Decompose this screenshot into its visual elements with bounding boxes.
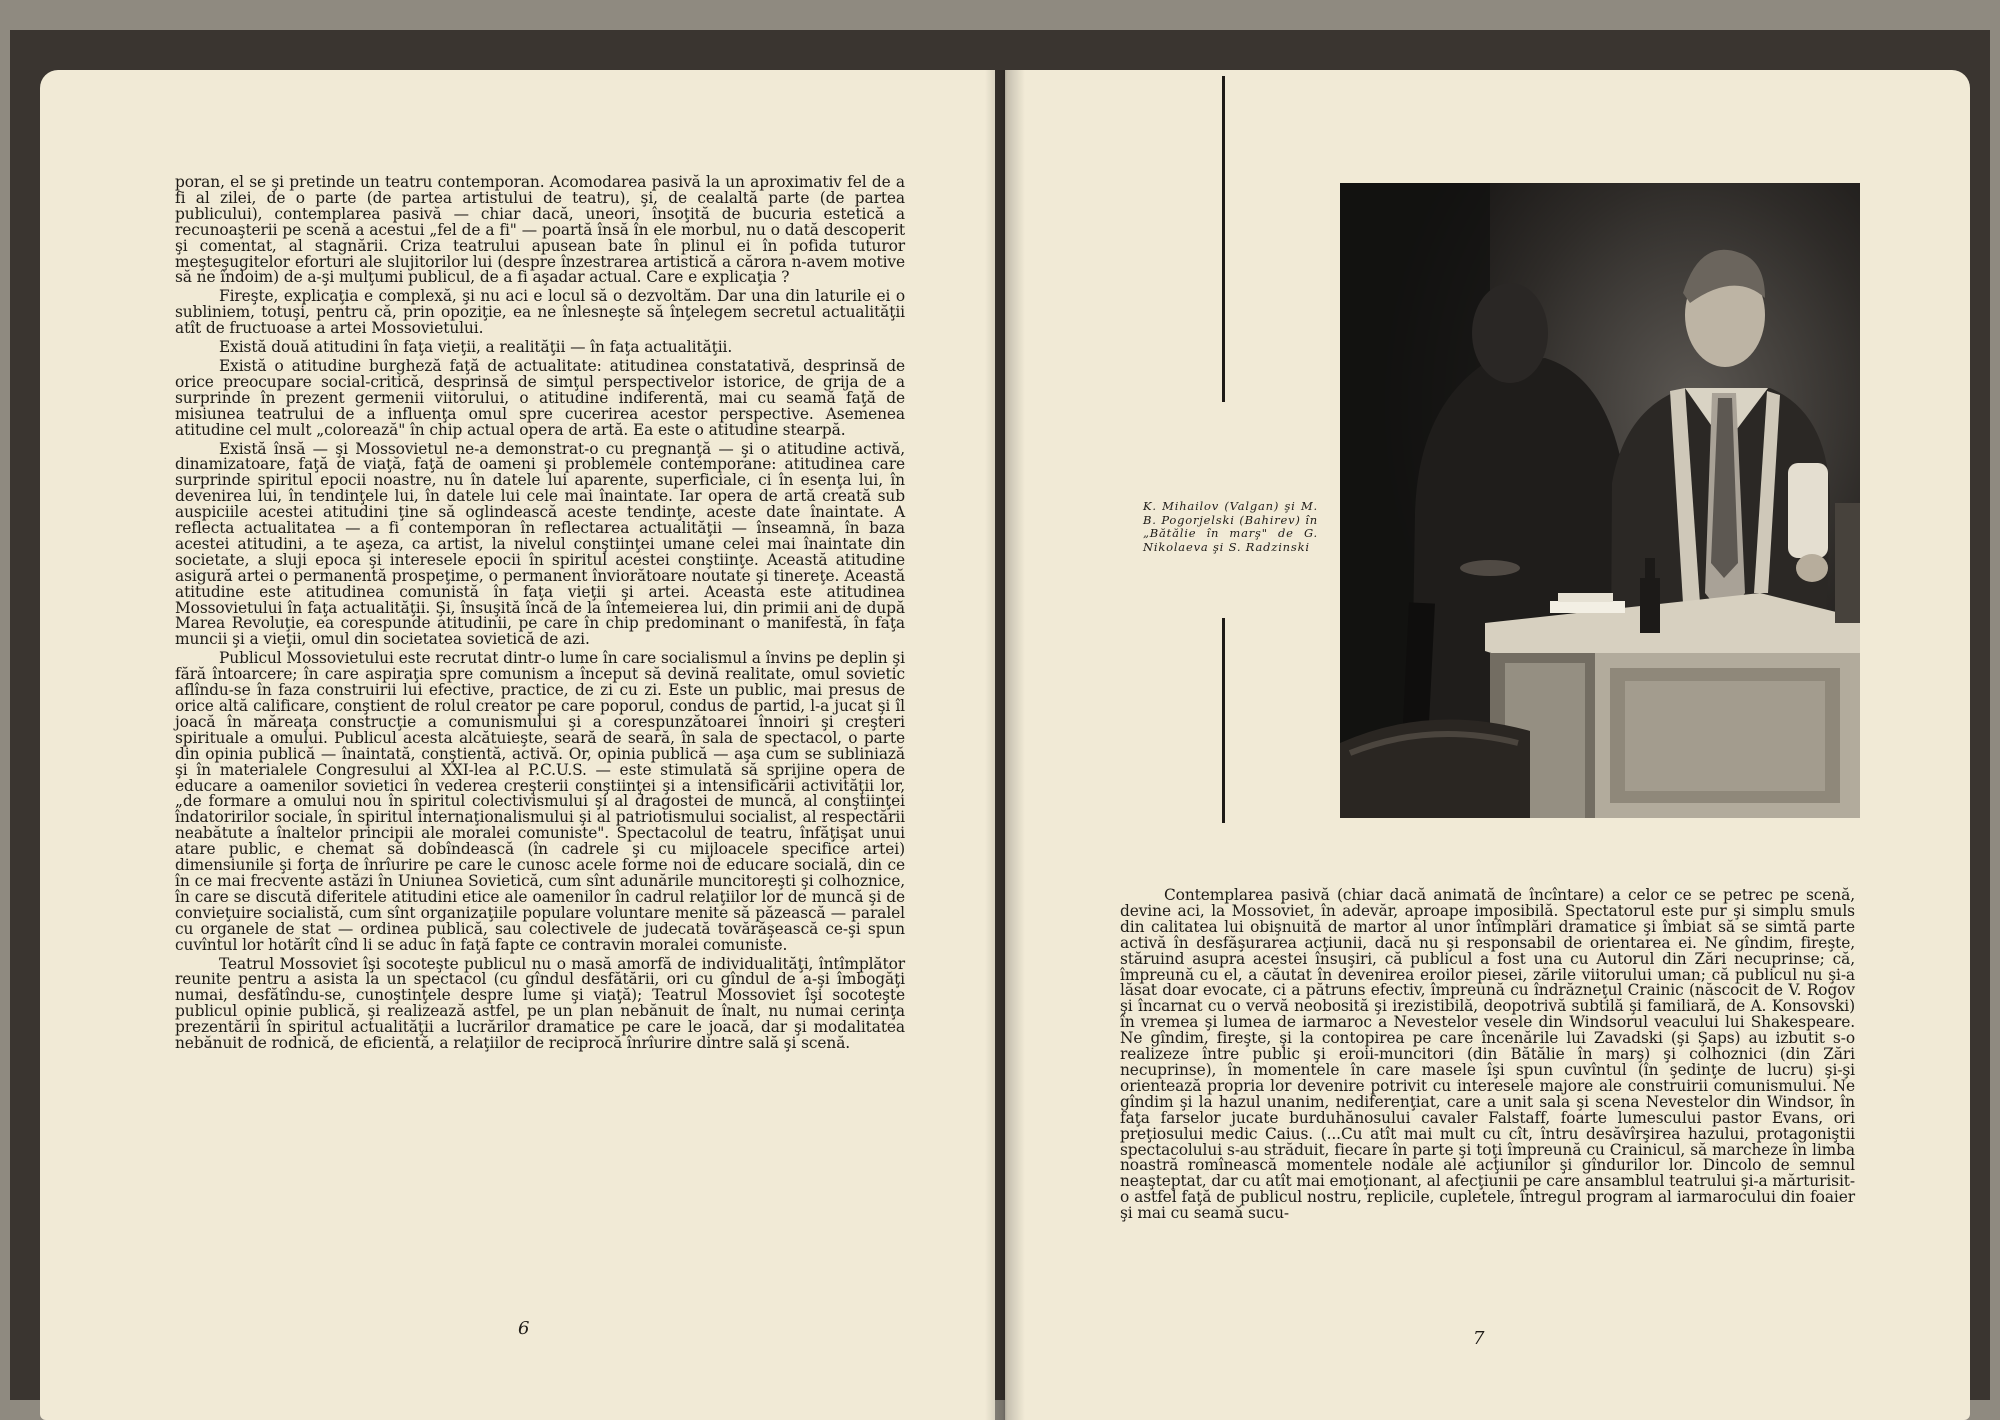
right-page — [1005, 70, 1970, 1420]
book-spread — [10, 30, 1990, 1400]
stage-photo — [1340, 183, 1860, 818]
left-page — [40, 70, 995, 1420]
vertical-rule-bottom — [1222, 618, 1225, 823]
left-text-column — [175, 175, 905, 1355]
paragraph: Există însă — şi Mossovietul ne-a demonstrat-o cu pregnanţă — şi o atitudine activă, dinamizatoare, faţă de viaţă, faţă de oameni şi problemele contemporane: atitudinea care surprinde spiritul epocii noastre, nu în datele lui aparente, superficiale, ci în esenţa lui, în devenirea lui, în tendinţele lui, în datele lui cele mai înaintate. Iar opera de artă creată sub auspiciile acestei atitudini ţine să oglindească aceste tendinţe, aceste date înaintate. A reflecta actualitatea — a fi contemporan în reflectarea actualităţii — înseamnă, în baza acestei atitudini, a te aşeza, ca artist, la nivelul conştiinţei umane celei mai înaintate din societate, a sluji epoca şi interesele epocii în spiritul acestei conştiinţe. Această atitudine asigură artei o permanentă prospeţime, o permanent înviorătoare noutate şi tinereţe. Această atitudine este atitudinea comunistă în faţa vieţii şi artei. Aceasta este atitudinea Mossovietului în faţa actualităţii. Şi, însuşită încă de la întemeierea lui, din primii ani de după Marea Revoluţie, ea corespunde atitudinii, pe care în chip predominant o manifestă, în faţa muncii şi a vieţii, omul din societatea sovietică de azi. — [175, 439, 905, 649]
photo-caption: K. Mihailov (Valgan) şi M. B. Pogorjelski (Bahirev) în „Bătălie în marş" de G. Nikolaeva şi S. Radzinski — [1143, 499, 1318, 554]
paragraph: Publicul Mossovietului este recrutat dintr-o lume în care socialismul a învins pe deplin şi fără întoarcere; în care aspiraţia spre comunism a început să devină realitate, omul sovietic aflîndu-se în faza construirii lui efective, practice, de zi cu zi. Este un public, mai presus de orice altă calificare, conştient de rolul creator pe care poporul, condus de partid, l-a jucat şi îl joacă în măreaţa construcţie a comunismului şi a corespunzătoarei înnoiri şi creşteri spirituale a omului. Publicul acesta alcătuieşte, seară de seară, în sala de spectacol, o parte din opinia publică — înaintată, conştientă, activă. Or, opinia publică — aşa cum se subliniază şi în materialele Congresului al XXI-lea al P.C.U.S. — este stimulată să sprijine opera de educare a oamenilor sovietici în vederea creşterii conştiinţei şi a intensificării activităţii lor, „de formare a omului nou în spiritul colectivismului şi al dragostei de muncă, al conştiinţei îndatoririlor sociale, în spiritul internaţionalismului şi al patriotismului socialist, al respectării neabătute a înaltelor principii ale moralei comuniste". Spectacolul de teatru, înfăţişat unui atare public, e chemat să dobîndească (în cadrele şi cu mijloacele specifice artei) dimensiunile şi forţa de înrîurire pe care le cunosc acele forme noi de educare socială, din ce în ce mai frecvente astăzi în Uniunea Sovietică, cum sînt adunările muncitoreşti şi colhoznice, în care se discută diferitele atitudini etice ale oamenilor în cadrul relaţiilor lor de muncă şi de convieţuire socialistă, cum sînt organizaţiile populare voluntare menite să păzească — paralel cu organele de stat — ordinea publică, sau colectivele de judecată tovărăşească ce-şi spun cuvîntul lor hotărît cînd li se aduc în faţă fapte ce contravin moralei comuniste. — [175, 649, 905, 954]
paragraph: Teatrul Mossoviet îşi socoteşte publicul nu o masă amorfă de individualităţi, întîmplător reunite pentru a asista la un spectacol (cu gîndul desfătării, ori cu gîndul de a-şi îmbogăţi numai, desfătîndu-se, cunoştinţele despre lume şi viaţă); Teatrul Mossoviet îşi socoteşte publicul opinie publică, şi realizează astfel, pe un plan nebănuit de înalt, nu numai cerinţa prezentării în spiritul actualităţii a lucrărilor dramatice pe care le joacă, dar şi modalitatea nebănuit de rodnică, de eficientă, a relaţiilor de reciprocă înrîurire dintre sală şi scenă. — [175, 954, 905, 1053]
paragraph: Există o atitudine burgheză faţă de actualitate: atitudinea constatativă, desprinsă de orice preocupare social-critică, desprinsă de simţul perspectivelor istorice, de grija de a surprinde în prezent germenii viitorului, o atitudine indiferentă, mai cu seamă faţă de misiunea teatrului de a influenţa omul spre cucerirea acestor perspective. Asemenea atitudine cel mult „colorează" în chip actual opera de artă. Ea este o atitudine stearpă. — [175, 356, 905, 439]
page-number: 7 — [1473, 1328, 1485, 1349]
paragraph: Contemplarea pasivă (chiar dacă animată de încîntare) a celor ce se petrec pe scenă, devine aci, la Mossoviet, în adevăr, aproape imposibilă. Spectatorul este pur şi simplu smuls din calitatea lui obişnuită de martor al unor întîmplări dramatice şi îmbiat să se simtă parte activă în desfăşurarea acţiunii, dacă nu şi responsabil de orientarea ei. Ne gîndim, fireşte, stăruind asupra acestei însuşiri, că publicul a fost una cu Autorul din Zări necuprinse; că, împreună cu el, a căutat în devenirea eroilor piesei, zările viitorului uman; că publicul nu şi-a lăsat doar evocate, ci a pătruns efectiv, împreună cu îndrăzneţul Crainic (născocit de V. Rogov şi încarnat cu o vervă neobosită şi irezistibilă, deopotrivă subtilă şi familiară, de A. Konsovski) în vremea şi lumea de iarmaroc a Nevestelor vesele din Windsorul veacului lui Shakespeare. Ne gîndim, fireşte, şi la contopirea pe care încenările lui Zavadski (şi Şaps) au izbutit s-o realizeze între public şi eroii-muncitori (din Bătălie în marş) şi colhoznici (din Zări necuprinse), în momentele în care masele îşi spun cuvîntul (în şedinţe de lucru) şi-şi orientează propria lor devenire potrivit cu interesele majore ale construirii comunismului. Ne gîndim şi la hazul unanim, nediferenţiat, care a unit sala şi scena Nevestelor din Windsor, în faţa farselor jucate burduhănosului cavaler Falstaff, foarte lumescului pastor Evans, ori preţiosului medic Caius. (...Cu atît mai mult cu cît, întru desăvîrşirea hazului, protagoniştii spectacolului s-au străduit, fiecare în parte şi toţi împreună cu Crainicul, să marcheze în limba noastră romînească momentele nodale ale acţiunilor şi gîndurilor lor. Dincolo de semnul neaşteptat, dar cu atît mai emoţionant, al afecţiunii pe care ansamblul teatrului şi-a mărturisit-o astfel faţă de publicul nostru, replicile, cupletele, întregul program al iarmarocului din foaier şi mai cu seamă sucu- — [1120, 886, 1855, 1223]
paragraph: poran, el se şi pretinde un teatru contemporan. Acomodarea pasivă la un aproximativ fel de a fi al zilei, de o parte (de partea artistului de teatru), şi, de cealaltă parte (de partea publicului), contemplarea pasivă — chiar dacă, uneori, însoţită de bucuria estetică a recunoaşterii pe scenă a acestui „fel de a fi" — poartă însă în ele morbul, nu o dată descoperit şi comentat, al stagnării. Criza teatrului apusean bate în plinul ei în pofida tuturor meşteşugitelor eforturi ale slujitorilor lui (despre înzestrarea artistică a cărora n-avem motive să ne îndoim) de a-şi mulţumi publicul, de a fi aşadar actual. Care e explicaţia ? — [175, 173, 905, 287]
paragraph: Fireşte, explicaţia e complexă, şi nu aci e locul să o dezvoltăm. Dar una din laturile ei o subliniem, totuşi, pentru că, prin opoziţie, ea ne înlesneşte să înţelegem secretul actualităţii atît de fructuoase a artei Mossovietului. — [175, 287, 905, 338]
vertical-rule-top — [1222, 76, 1225, 402]
page-number: 6 — [518, 1318, 530, 1339]
stage-photo-illustration — [1340, 183, 1860, 818]
paragraph: Există două atitudini în faţa vieţii, a realităţii — în faţa actualităţii. — [219, 338, 733, 357]
right-text-column — [1120, 888, 1855, 1348]
